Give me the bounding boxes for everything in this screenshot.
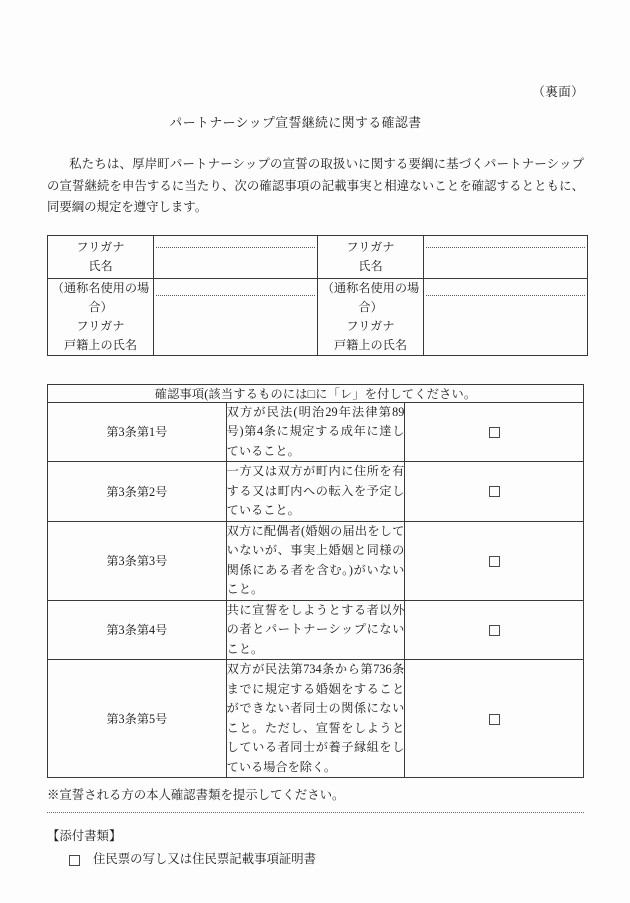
article-label: 第3条第2号 — [48, 462, 227, 522]
furigana-dotted-rule — [156, 247, 315, 248]
table-row — [48, 278, 588, 355]
checkbox-icon[interactable] — [489, 714, 500, 725]
article-label: 第3条第5号 — [48, 660, 227, 778]
confirmation-checkbox-cell[interactable] — [405, 660, 584, 778]
furigana-label: フリガナ — [346, 318, 395, 333]
table-row — [48, 235, 588, 278]
checkbox-icon[interactable] — [489, 625, 500, 636]
article-label: 第3条第1号 — [48, 402, 227, 462]
name-field-person-a[interactable] — [154, 235, 318, 278]
checkbox-icon[interactable] — [489, 486, 500, 497]
intro-text: 私たちは、厚岸町パートナーシップの宣誓の取扱いに関する要綱に基づくパートナーシップの宣誓継続を申告するに当たり、次の確認事項の記載事実と相違ないことを確認するとともに、同要綱の規定を遵守します。 — [47, 157, 584, 214]
furigana-label: フリガナ — [76, 318, 125, 333]
intro-paragraph — [47, 154, 584, 219]
side-label: （裏面） — [532, 85, 584, 99]
table-row — [48, 462, 584, 522]
table-row — [48, 600, 584, 660]
table-row — [48, 660, 584, 778]
alias-case-label: （通称名使用の場合） — [321, 280, 420, 314]
confirmation-checkbox-cell[interactable] — [405, 600, 584, 660]
furigana-dotted-rule — [426, 295, 585, 296]
furigana-label: フリガナ — [346, 239, 395, 254]
name-label-left-person-a — [48, 235, 154, 278]
article-label: 第3条第3号 — [48, 521, 227, 600]
condition-text: 一方又は双方が町内に住所を有する又は町内への転入を予定していること。 — [226, 462, 405, 522]
table-row — [48, 402, 584, 462]
attachment-item-label: 住民票の写し又は住民票記載事項証明書 — [93, 852, 317, 866]
identity-document-note: ※宣誓される方の本人確認書類を提示してください。 — [47, 788, 345, 802]
dotted-divider — [47, 812, 584, 813]
table-row — [48, 521, 584, 600]
checkbox-icon[interactable] — [489, 427, 500, 438]
condition-text: 双方に配偶者(婚姻の届出をしていないが、事実上婚姻と同様の関係にある者を含む。)がいないこと。 — [226, 521, 405, 600]
confirmation-table-header: 確認事項(該当するものには□に「レ」を付してください。 — [48, 384, 584, 402]
attachment-section-title: 【添付書類】 — [47, 829, 122, 843]
article-label: 第3条第4号 — [48, 600, 227, 660]
name-table — [47, 235, 588, 356]
confirmation-checkbox-cell[interactable] — [405, 402, 584, 462]
condition-text: 双方が民法第734条から第736条までに規定する婚姻をすることができない者同士の関係にないこと。ただし、宣誓をしようとしている者同士が養子縁組をしている場合を除く。 — [226, 660, 405, 778]
confirmation-checkbox-cell[interactable] — [405, 521, 584, 600]
checkbox-icon[interactable] — [69, 855, 80, 866]
document-content — [47, 0, 584, 869]
alias-field-person-a[interactable] — [154, 278, 318, 355]
confirmation-checkbox-cell[interactable] — [405, 462, 584, 522]
alias-label-right-person-b — [318, 278, 424, 355]
page-title: パートナーシップ宣誓継続に関する確認書 — [169, 116, 422, 130]
confirmation-table — [47, 384, 584, 779]
furigana-label: フリガナ — [76, 239, 125, 254]
koseki-name-label: 戸籍上の氏名 — [333, 337, 408, 352]
alias-label-left-person-a — [48, 278, 154, 355]
name-label-right-person-b — [318, 235, 424, 278]
condition-text: 双方が民法(明治29年法律第89号)第4条に規定する成年に達していること。 — [226, 402, 405, 462]
alias-case-label: （通称名使用の場合） — [51, 280, 150, 314]
fullname-label: 氏名 — [88, 258, 113, 273]
koseki-name-label: 戸籍上の氏名 — [63, 337, 138, 352]
table-header-row — [48, 384, 584, 402]
list-item[interactable] — [47, 849, 584, 869]
furigana-dotted-rule — [156, 295, 315, 296]
furigana-dotted-rule — [426, 247, 585, 248]
condition-text: 共に宣誓をしようとする者以外の者とパートナーシップにないこと。 — [226, 600, 405, 660]
fullname-label: 氏名 — [358, 258, 383, 273]
checkbox-icon[interactable] — [489, 556, 500, 567]
name-field-person-b[interactable] — [424, 235, 588, 278]
alias-field-person-b[interactable] — [424, 278, 588, 355]
